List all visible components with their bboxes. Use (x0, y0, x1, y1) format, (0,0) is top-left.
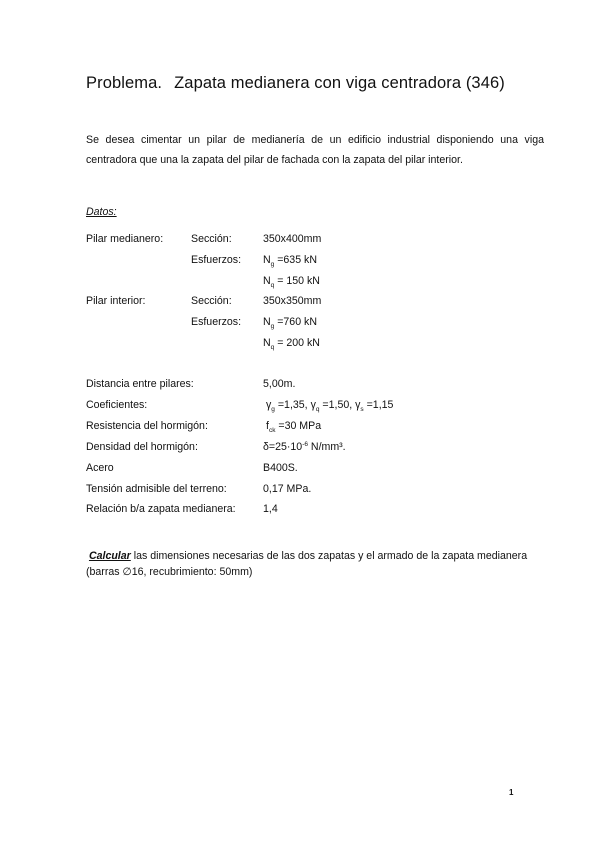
pi-seccion-value: 350x350mm (263, 295, 322, 307)
intro-line-1: Se desea cimentar un pilar de medianería de un edificio industrial disponiendo una viga (86, 134, 544, 146)
title-prefix: Problema. (86, 74, 163, 92)
relacion-value: 1,4 (263, 503, 278, 515)
pm-seccion-value: 350x400mm (263, 233, 322, 245)
tension-value: 0,17 MPa. (263, 483, 312, 495)
relacion-label: Relación b/a zapata medianera: (86, 503, 236, 515)
calcular-line-2: (barras ∅16, recubrimiento: 50mm) (86, 566, 253, 578)
pi-nq-value: $N_q = 200$ kN (263, 337, 320, 351)
tension-label: Tensión admisible del terreno: (86, 483, 227, 495)
densidad-value: $\delta=25\cdot 10^{-6}$ N/mm³. (263, 441, 346, 453)
pm-nq-value: $N_q = 150$ kN (263, 275, 320, 289)
densidad-label: Densidad del hormigón: (86, 441, 198, 453)
distancia-label: Distancia entre pilares: (86, 378, 194, 390)
calcular-line-1: Calcular las dimensiones necesarias de las dos zapatas y el armado de la zapata medianera (88, 550, 528, 562)
page-title (86, 74, 505, 93)
pilar-interior-label: Pilar interior: (86, 295, 146, 307)
pm-seccion-label: Sección: (191, 233, 232, 245)
distancia-value: 5,00m. (263, 378, 296, 390)
pi-seccion-label: Sección: (191, 295, 232, 307)
pm-ng-value: $N_g =635$ kN (263, 254, 317, 268)
resistencia-label: Resistencia del hormigón: (86, 420, 208, 432)
acero-value: B400S. (263, 462, 298, 474)
calcular-paragraph (86, 548, 527, 580)
pm-esfuerzos-label: Esfuerzos: (191, 254, 242, 266)
coeficientes-label: Coeficientes: (86, 399, 148, 411)
intro-line-2: centradora que una la zapata del pilar de fachada con la zapata del pilar interior. (86, 154, 463, 166)
intro-paragraph (86, 130, 544, 170)
title-text: Zapata medianera con viga centradora (346) (174, 74, 505, 92)
page-number: 1 (509, 788, 514, 797)
fck-value: $f_{ck} =30$ MPa (266, 420, 322, 434)
pi-esfuerzos-label: Esfuerzos: (191, 316, 242, 328)
pilar-medianero-label: Pilar medianero: (86, 233, 164, 245)
pi-ng-value: $N_g =760$ kN (263, 316, 317, 330)
calcular-bold: Calcular (88, 550, 131, 562)
datos-heading: Datos: (86, 206, 117, 218)
coeficientes-value: $\gamma_g =1,35$, $\gamma_q =1,50$, $\gamma_s =1,15$ (266, 399, 394, 413)
acero-label: Acero (86, 462, 114, 474)
